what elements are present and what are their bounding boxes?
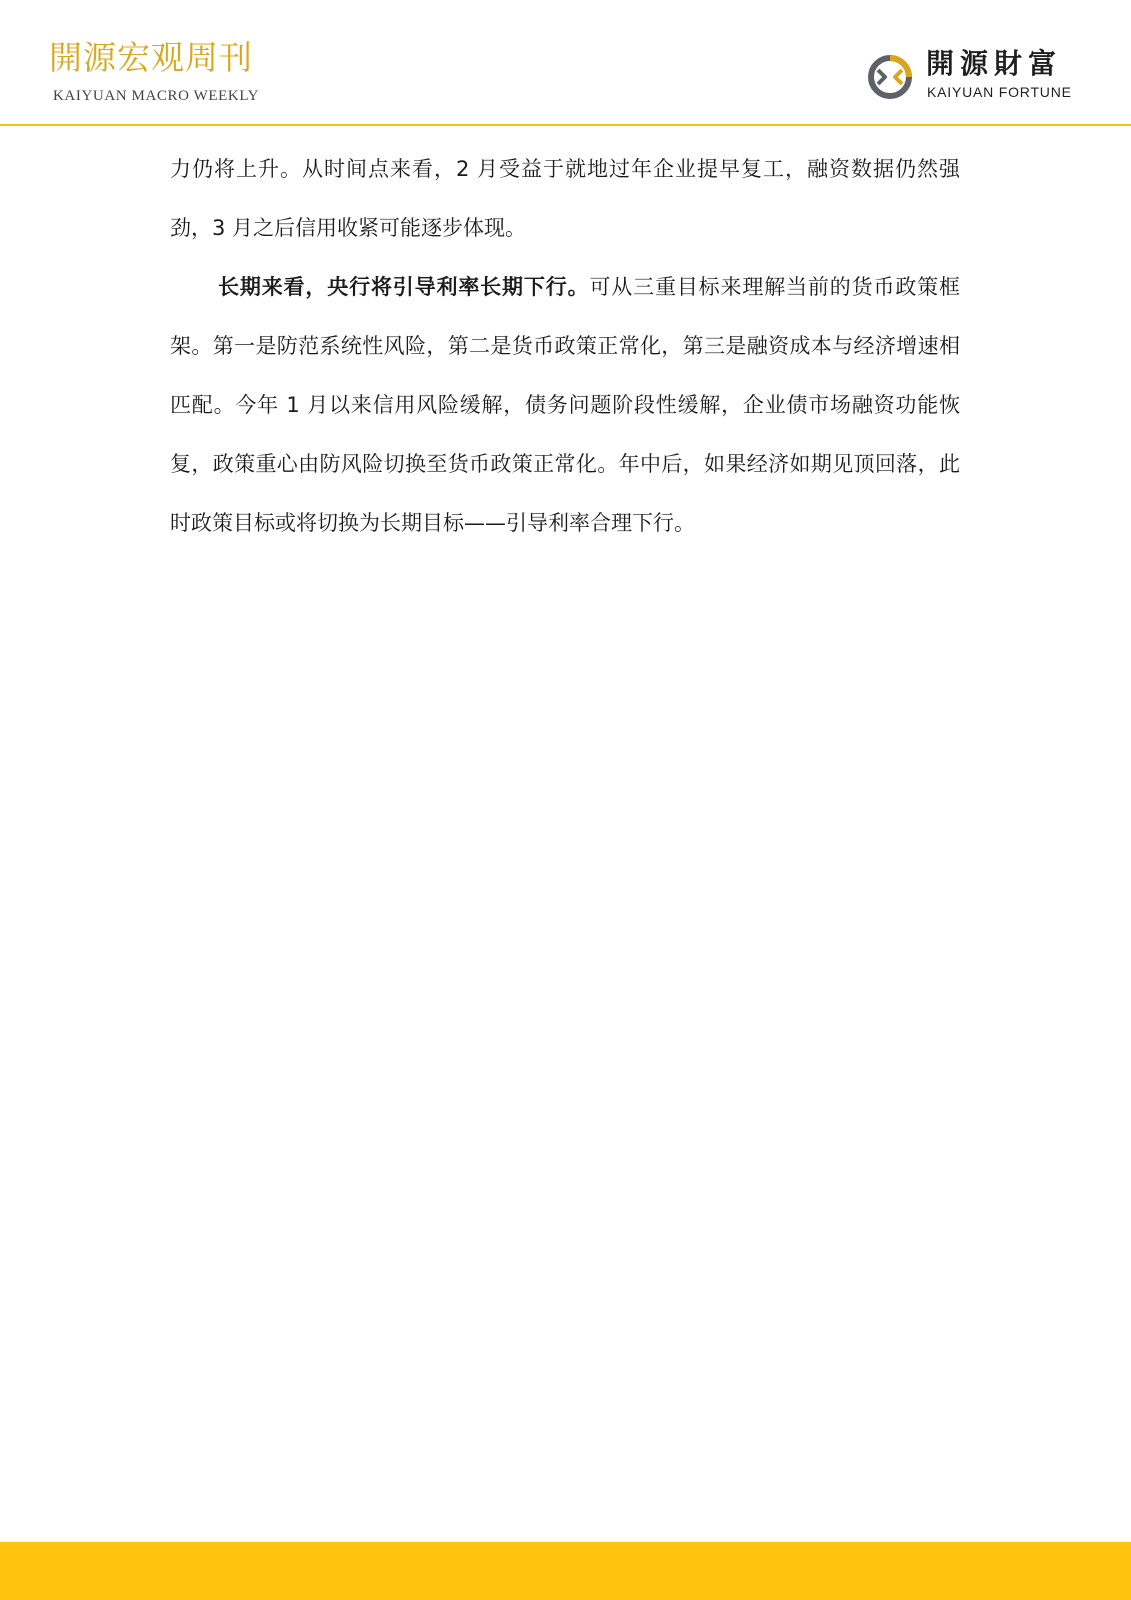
- body-paragraph: [170, 258, 960, 553]
- publication-title: 開源宏观周刊: [49, 38, 253, 77]
- logo-name-cn: 開源財富: [926, 47, 1063, 80]
- page-header: [0, 0, 1131, 126]
- footer-band: [0, 1542, 1131, 1600]
- paragraph-text: 力仍将上升。从时间点来看，2 月受益于就地过年企业提早复工，融资数据仍然强劲，3 月之后信用收紧可能逐步体现。: [170, 157, 960, 240]
- kaiyuan-ring-logo-icon: [866, 53, 914, 101]
- paragraph-text: 可从三重目标来理解当前的货币政策框架。第一是防范系统性风险，第二是货币政策正常化，第三是融资成本与经济增速相匹配。今年 1 月以来信用风险缓解，债务问题阶段性缓解，企业债市场融资功能恢复，政策重心由防风险切换至货币政策正常化。年中后，如果经济如期见顶回落，此时政策目标或将切换为长期目标——引导利率合理下行。: [170, 275, 961, 535]
- company-logo: [866, 47, 1086, 111]
- report-body: [170, 140, 960, 553]
- logo-name-en: KAIYUAN FORTUNE: [927, 84, 1072, 100]
- header-divider: [0, 124, 1131, 126]
- publication-subtitle: KAIYUAN MACRO WEEKLY: [53, 88, 260, 104]
- body-paragraph: [170, 140, 960, 258]
- paragraph-lead: 长期来看，央行将引导利率长期下行。: [218, 275, 590, 299]
